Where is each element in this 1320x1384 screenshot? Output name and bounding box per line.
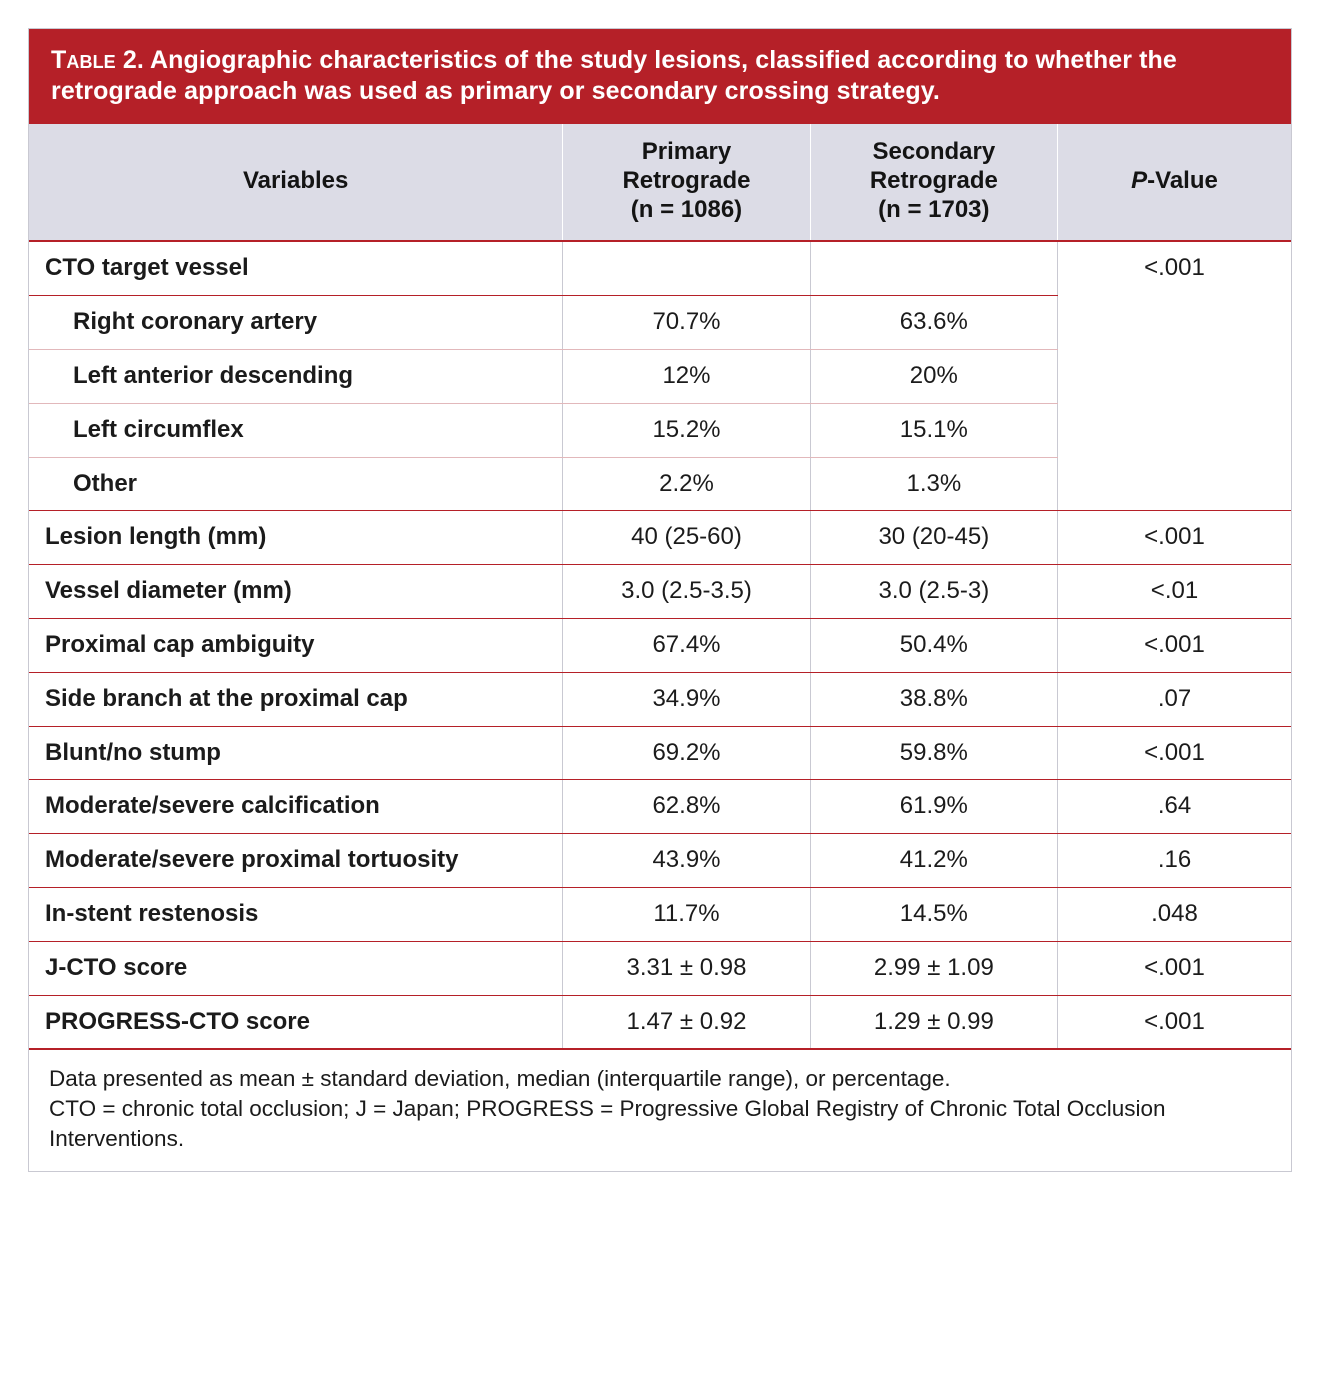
column-header-secondary-line2: Retrograde bbox=[869, 166, 998, 194]
table-row bbox=[29, 618, 1291, 672]
table-head bbox=[29, 124, 1291, 241]
cell-primary-retrograde: 1.47 ± 0.92 bbox=[563, 995, 810, 1049]
cell-primary-retrograde: 43.9% bbox=[563, 834, 810, 888]
cell-secondary-retrograde: 1.29 ± 0.99 bbox=[810, 995, 1057, 1049]
cell-secondary-retrograde: 59.8% bbox=[810, 726, 1057, 780]
cell-secondary-retrograde: 1.3% bbox=[810, 457, 1057, 511]
cell-secondary-retrograde: 41.2% bbox=[810, 834, 1057, 888]
cell-secondary-retrograde: 3.0 (2.5-3) bbox=[810, 565, 1057, 619]
column-header-primary-line3: (n = 1086) bbox=[630, 195, 743, 223]
header-row bbox=[29, 124, 1291, 241]
column-header-pvalue-italic: P bbox=[1131, 166, 1148, 194]
row-label: Blunt/no stump bbox=[29, 726, 563, 780]
cell-p-value: .16 bbox=[1058, 834, 1292, 888]
cell-primary-retrograde: 3.31 ± 0.98 bbox=[563, 941, 810, 995]
table-footnote bbox=[29, 1050, 1291, 1171]
cell-primary-retrograde: 62.8% bbox=[563, 780, 810, 834]
cell-p-value: .048 bbox=[1058, 887, 1292, 941]
cell-secondary-retrograde: 61.9% bbox=[810, 780, 1057, 834]
cell-primary-retrograde: 15.2% bbox=[563, 403, 810, 457]
cell-primary-retrograde: 40 (25-60) bbox=[563, 511, 810, 565]
column-header-primary-line2: Retrograde bbox=[622, 166, 751, 194]
footnote-line-1: Data presented as mean ± standard deviation, median (interquartile range), or percentage. bbox=[49, 1066, 951, 1092]
column-header-secondary bbox=[810, 124, 1057, 241]
column-header-primary-line1: Primary bbox=[641, 138, 732, 165]
cell-p-value: <.001 bbox=[1058, 618, 1292, 672]
row-label: Moderate/severe calcification bbox=[29, 780, 563, 834]
cell-secondary-retrograde: 50.4% bbox=[810, 618, 1057, 672]
row-label: Lesion length (mm) bbox=[29, 511, 563, 565]
row-label: Left circumflex bbox=[29, 403, 563, 457]
cell-primary-retrograde: 34.9% bbox=[563, 672, 810, 726]
cell-secondary-retrograde: 63.6% bbox=[810, 296, 1057, 350]
table-row bbox=[29, 241, 1291, 295]
table-row bbox=[29, 726, 1291, 780]
table-row bbox=[29, 672, 1291, 726]
cell-primary-retrograde: 3.0 (2.5-3.5) bbox=[563, 565, 810, 619]
cell-p-value: <.001 bbox=[1058, 241, 1292, 510]
cell-secondary-retrograde: 14.5% bbox=[810, 887, 1057, 941]
row-label: J-CTO score bbox=[29, 941, 563, 995]
cell-p-value: .64 bbox=[1058, 780, 1292, 834]
cell-secondary-retrograde: 20% bbox=[810, 349, 1057, 403]
column-header-pvalue bbox=[1058, 124, 1292, 241]
cell-secondary-retrograde bbox=[810, 241, 1057, 295]
cell-p-value: <.001 bbox=[1058, 511, 1292, 565]
cell-primary-retrograde: 70.7% bbox=[563, 296, 810, 350]
table-body bbox=[29, 241, 1291, 1049]
cell-secondary-retrograde: 15.1% bbox=[810, 403, 1057, 457]
column-header-secondary-line3: (n = 1703) bbox=[878, 195, 990, 223]
row-label: Proximal cap ambiguity bbox=[29, 618, 563, 672]
table-row bbox=[29, 995, 1291, 1049]
cell-secondary-retrograde: 2.99 ± 1.09 bbox=[810, 941, 1057, 995]
row-label: Moderate/severe proximal tortuosity bbox=[29, 834, 563, 888]
table-caption bbox=[29, 29, 1291, 124]
table-frame bbox=[28, 28, 1292, 1172]
data-table bbox=[29, 124, 1291, 1050]
cell-secondary-retrograde: 30 (20-45) bbox=[810, 511, 1057, 565]
cell-p-value: <.001 bbox=[1058, 726, 1292, 780]
table-row bbox=[29, 834, 1291, 888]
column-header-primary bbox=[563, 124, 810, 241]
cell-p-value: <.01 bbox=[1058, 565, 1292, 619]
row-label: In-stent restenosis bbox=[29, 887, 563, 941]
table-row bbox=[29, 565, 1291, 619]
row-label: CTO target vessel bbox=[29, 241, 563, 295]
cell-secondary-retrograde: 38.8% bbox=[810, 672, 1057, 726]
cell-primary-retrograde: 12% bbox=[563, 349, 810, 403]
row-label: Left anterior descending bbox=[29, 349, 563, 403]
cell-primary-retrograde bbox=[563, 241, 810, 295]
row-label: Vessel diameter (mm) bbox=[29, 565, 563, 619]
row-label: Right coronary artery bbox=[29, 296, 563, 350]
table-row bbox=[29, 511, 1291, 565]
row-label: Other bbox=[29, 457, 563, 511]
column-header-pvalue-rest: -Value bbox=[1147, 166, 1218, 194]
cell-primary-retrograde: 69.2% bbox=[563, 726, 810, 780]
table-row bbox=[29, 780, 1291, 834]
cell-p-value: <.001 bbox=[1058, 941, 1292, 995]
column-header-secondary-line1: Secondary bbox=[872, 138, 996, 165]
cell-p-value: .07 bbox=[1058, 672, 1292, 726]
cell-primary-retrograde: 11.7% bbox=[563, 887, 810, 941]
cell-primary-retrograde: 67.4% bbox=[563, 618, 810, 672]
table-row bbox=[29, 941, 1291, 995]
row-label: PROGRESS-CTO score bbox=[29, 995, 563, 1049]
row-label: Side branch at the proximal cap bbox=[29, 672, 563, 726]
cell-primary-retrograde: 2.2% bbox=[563, 457, 810, 511]
table-caption-text: Angiographic characteristics of the study lesions, classified according to whether the retrograde approach was used as primary or secondary crossing strategy. bbox=[51, 46, 1177, 105]
table-row bbox=[29, 887, 1291, 941]
footnote-line-2: CTO = chronic total occlusion; J = Japan; PROGRESS = Progressive Global Registry of Chronic Total Occlusion Interventions. bbox=[49, 1096, 1166, 1151]
table-caption-label: Table 2. bbox=[51, 46, 144, 74]
column-header-variables: Variables bbox=[29, 124, 563, 241]
cell-p-value: <.001 bbox=[1058, 995, 1292, 1049]
